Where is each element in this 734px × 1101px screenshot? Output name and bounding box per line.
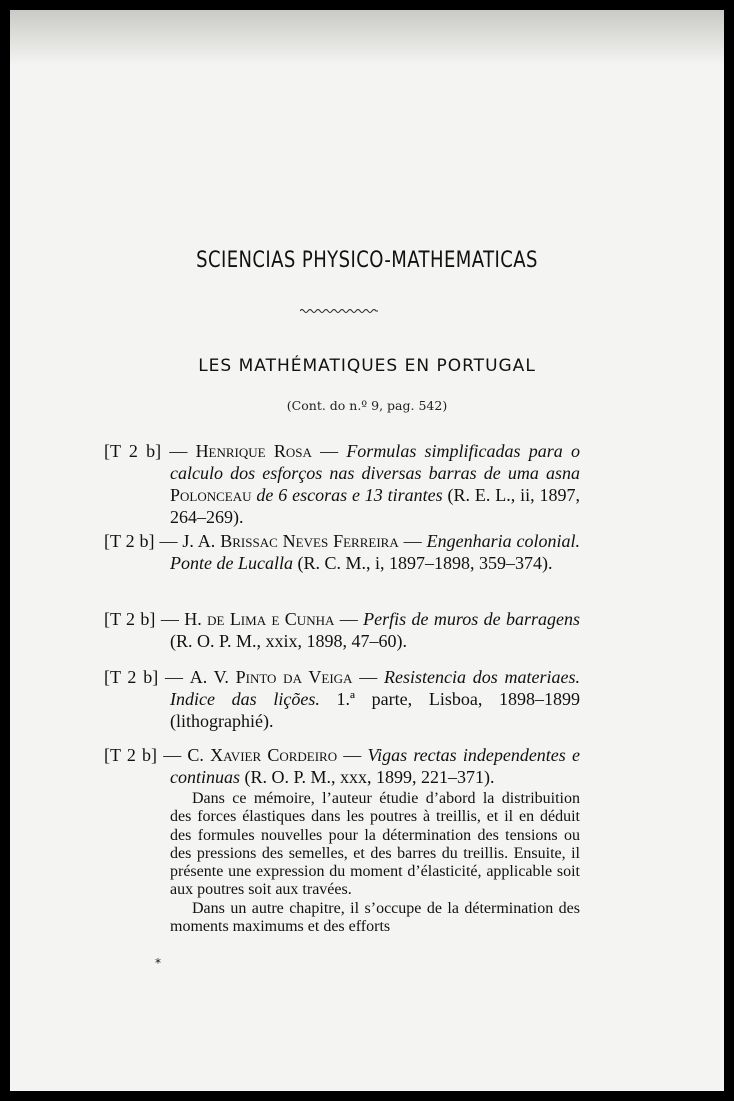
classification-code: [T 2 b] [104, 609, 156, 629]
bibliography-entry [104, 608, 580, 652]
entry-title: Perfis de muros de barragens [363, 609, 581, 629]
wavy-rule-ornament [300, 308, 378, 314]
article-title: LES MATHÉMATIQUES EN PORTUGAL [198, 356, 536, 376]
entry-heading [104, 744, 580, 788]
entry-title: Formulas simplificadas para o calculo dos esforços nas diversas barras de uma asna [170, 441, 581, 483]
entry-author: H. de Lima e Cunha [184, 609, 335, 629]
abstract-paragraph: Dans ce mémoire, l’auteur étudie d’abord la distribuition des forces élastiques dans les poutres à treillis, et il en déduit des formules nouvelles pour la détermination des tensions ou des pressions des semelles, et des barres du treillis. Ensuite, il présente une expression du moment d’élasticité, applicable soit aux poutres soit aux travées. [170, 790, 580, 899]
bibliography-entry [104, 744, 580, 936]
abstract-paragraph: Dans un autre chapitre, il s’occupe de la détermination des moments maximums et des efforts [170, 899, 580, 936]
entry-reference: (R. O. P. M., xxix, 1898, 47–60). [170, 631, 408, 651]
dash: — [158, 667, 190, 687]
entry-name: Polonceau [170, 485, 252, 505]
entry-author: Henrique Rosa [195, 441, 312, 461]
entry-reference: 1.ª parte, Lisboa, 1898–1899 (lithographié). [170, 689, 581, 731]
dash: — [161, 441, 196, 461]
entry-title: Resistencia dos materiaes. Indice das lições. [170, 667, 580, 709]
dash: — [154, 531, 183, 551]
dash: — [352, 667, 384, 687]
entry-reference: (R. C. M., i, 1897–1898, 359–374). [292, 553, 553, 573]
classification-code: [T 2 b] [104, 531, 155, 551]
footer-signature-mark: * [155, 956, 161, 970]
entry-heading [104, 530, 580, 574]
entry-heading [104, 666, 580, 732]
document-page [10, 10, 724, 1091]
journal-section-title: SCIENCIAS PHYSICO-MATHEMATICAS [196, 248, 538, 273]
dash: — [334, 609, 364, 629]
entry-heading [104, 440, 580, 528]
entry-reference: (R. O. P. M., xxx, 1899, 221–371). [240, 767, 495, 787]
scan-shadow [10, 10, 724, 65]
entry-author: A. V. Pinto da Veiga [189, 667, 353, 687]
classification-code: [T 2 b] [104, 441, 162, 461]
bibliography-entry [104, 666, 580, 732]
entry-reference: (R. E. L., ii, 1897, 264–269). [170, 485, 580, 527]
entry-author: J. A. Brissac Neves Ferreira [182, 531, 399, 551]
classification-code: [T 2 b] [104, 667, 159, 687]
entry-heading [104, 608, 580, 652]
dash: — [337, 745, 368, 765]
dash: — [398, 531, 427, 551]
continuation-note: (Cont. do n.º 9, pag. 542) [286, 398, 448, 413]
entry-author: C. Xavier Cordeiro [187, 745, 338, 765]
classification-code: [T 2 b] [104, 745, 158, 765]
entry-title: Vigas rectas independentes e continuas [170, 745, 580, 787]
entry-abstract [170, 790, 580, 936]
dash: — [311, 441, 347, 461]
entry-title-continued: de 6 escoras e 13 tirantes [251, 485, 443, 505]
entry-title: Engenharia colonial. Ponte de Lucalla [170, 531, 581, 573]
bibliography-entry [104, 440, 580, 528]
dash: — [157, 745, 188, 765]
bibliography-entry [104, 530, 580, 574]
dash: — [155, 609, 185, 629]
